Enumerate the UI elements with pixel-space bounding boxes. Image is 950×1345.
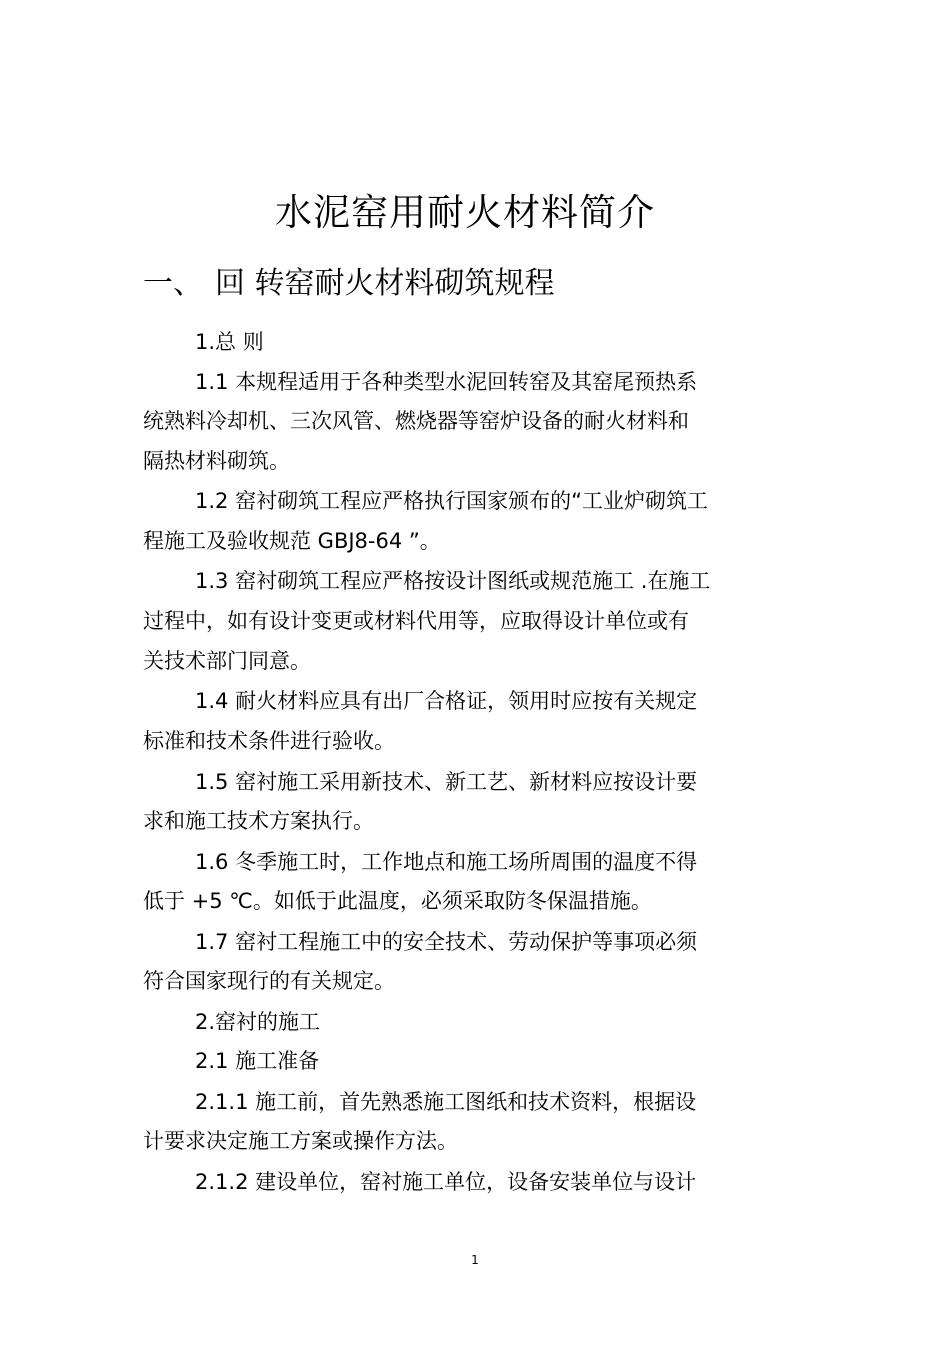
paragraph-line: 1.1 本规程适用于各种类型水泥回转窑及其窑尾预热系 <box>195 370 698 394</box>
paragraph-line: 符合国家现行的有关规定。 <box>143 969 395 993</box>
paragraph-line: 求和施工技术方案执行。 <box>143 809 374 833</box>
paragraph-line: 计要求决定施工方案或操作方法。 <box>143 1129 458 1153</box>
page-number: 1 <box>471 1253 479 1267</box>
section-heading <box>143 258 555 310</box>
paragraph-line: 过程中，如有设计变更或材料代用等，应取得设计单位或有 <box>143 609 689 633</box>
paragraph-line: 2.1 施工准备 <box>195 1049 320 1073</box>
paragraph-line: 隔热材料砌筑。 <box>143 449 290 473</box>
paragraph-line: 2.1.1 施工前，首先熟悉施工图纸和技术资料，根据设 <box>195 1090 697 1114</box>
paragraph-line: 关技术部门同意。 <box>143 649 311 673</box>
paragraph-line: 标准和技术条件进行验收。 <box>143 729 395 753</box>
paragraph-line: 低于 +5 ℃。如低于此温度，必须采取防冬保温措施。 <box>143 889 652 913</box>
paragraph-line: 1.3 窑衬砌筑工程应严格按设计图纸或规范施工 .在施工 <box>195 569 711 593</box>
paragraph-line: 1.6 冬季施工时，工作地点和施工场所周围的温度不得 <box>195 850 698 874</box>
paragraph-line: 1.7 窑衬工程施工中的安全技术、劳动保护等事项必须 <box>195 930 698 954</box>
section-number: 一、 <box>143 266 203 301</box>
paragraph-line: 程施工及验收规范 GBJ8-64 ”。 <box>143 529 441 553</box>
paragraph-line: 1.4 耐火材料应具有出厂合格证，领用时应按有关规定 <box>195 689 698 713</box>
paragraph-line: 1.2 窑衬砌筑工程应严格执行国家颁布的“工业炉砌筑工 <box>195 489 708 513</box>
paragraph-line: 2.1.2 建设单位，窑衬施工单位，设备安装单位与设计 <box>195 1170 697 1194</box>
paragraph-line: 1.5 窑衬施工采用新技术、新工艺、新材料应按设计要 <box>195 770 698 794</box>
document-title: 水泥窑用耐火材料简介 <box>275 191 655 234</box>
paragraph-line: 统熟料冷却机、三次风管、燃烧器等窑炉设备的耐火材料和 <box>143 409 689 433</box>
section-title: 回 转窑耐火材料砌筑规程 <box>215 266 555 301</box>
paragraph-line: 2.窑衬的施工 <box>195 1010 321 1034</box>
paragraph-line: 1.总 则 <box>195 330 264 354</box>
